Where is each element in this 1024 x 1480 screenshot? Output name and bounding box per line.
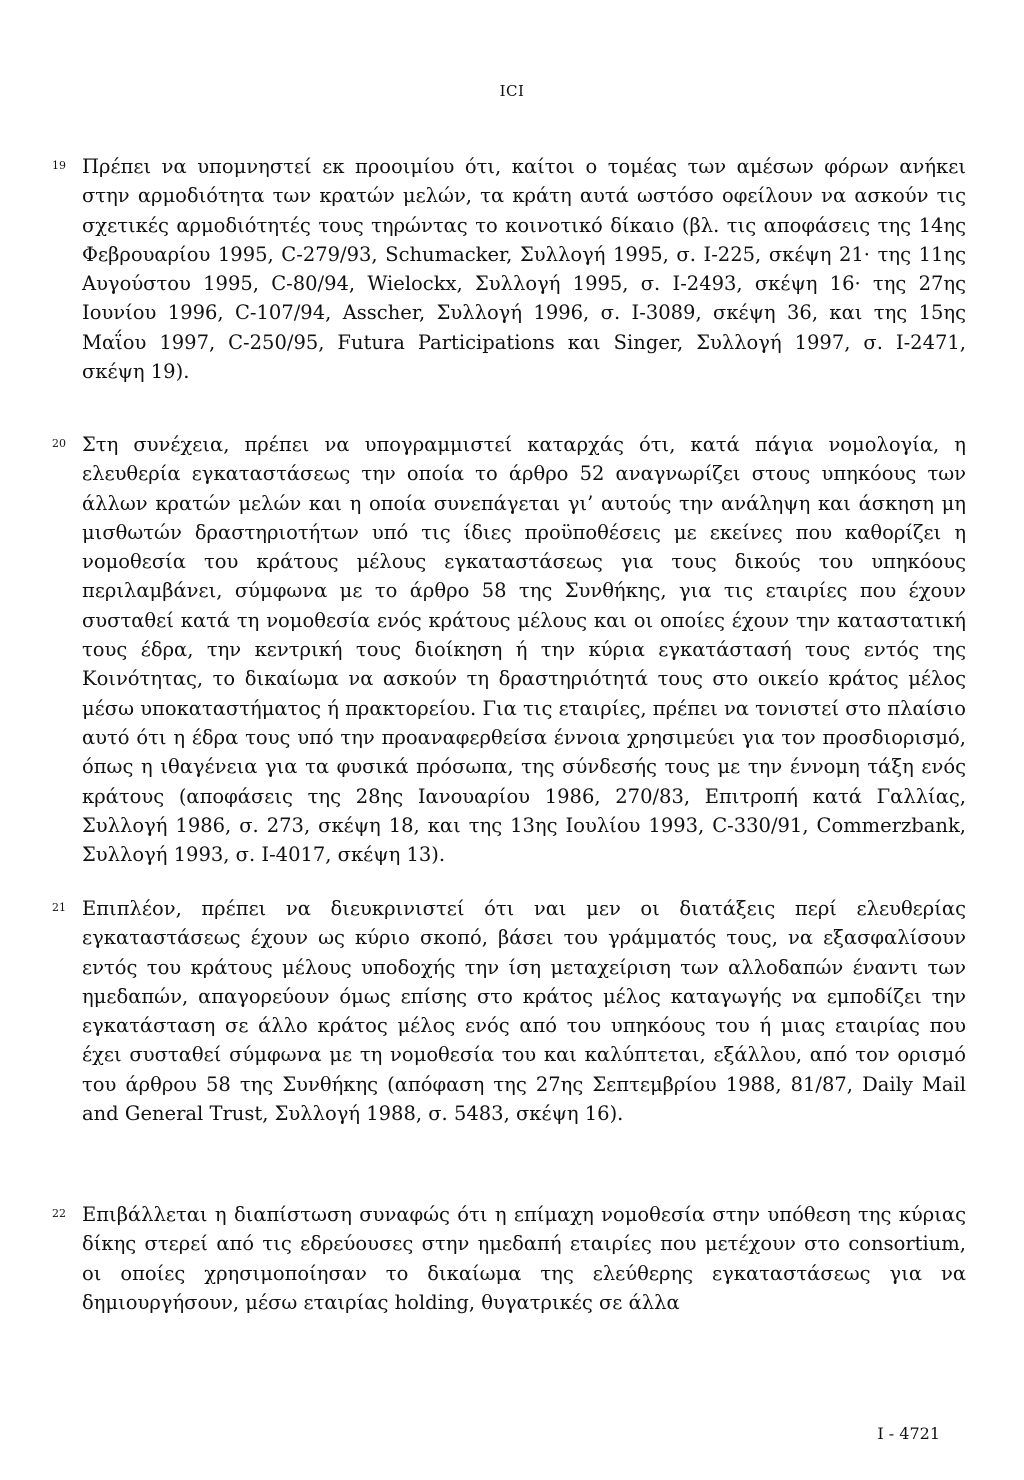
paragraph-text: Πρέπει να υπομνηστεί εκ προοιμίου ότι, καίτοι ο τομέας των αμέσων φόρων ανήκει στην αρμοδιότητα των κρατών μελών, τα κράτη αυτά ωστόσο οφείλουν να ασκούν τις σχετικές αρμοδιότητές τους τηρώντας το κοινοτικό δίκαιο (βλ. τις αποφάσεις της 14ης Φεβρουαρίου 1995, C-279/93, Schumacker, Συλλογή 1995, σ. I-225, σκέψη 21· της 11ης Αυγούστου 1995, C-80/94, Wielockx, Συλλογή 1995, σ. I-2493, σκέψη 16· της 27ης Ιουνίου 1996, C-107/94, Asscher, Συλλογή 1996, σ. I-3089, σκέψη 36, και της 15ης Μαΐου 1997, C-250/95, Futura Participations και Singer, Συλλογή 1997, σ. I-2471, σκέψη 19). (82, 155, 966, 384)
paragraph-number: 22 (52, 1207, 66, 1220)
paragraph-text: Επιβάλλεται η διαπίστωση συναφώς ότι η επίμαχη νομοθεσία στην υπόθεση της κύριας δίκης στερεί από τις εδρεύουσες στην ημεδαπή εταιρίες που μετέχουν στο consortium, οι οποίες χρησιμοποίησαν το δικαίωμα της ελεύθερης εγκαταστάσεως για να δημιουργήσουν, μέσω εταιρίας holding, θυγατρικές σε άλλα (82, 1203, 966, 1314)
paragraph-text: Στη συνέχεια, πρέπει να υπογραμμιστεί καταρχάς ότι, κατά πάγια νομολογία, η ελευθερία εγκαταστάσεως την οποία το άρθρο 52 αναγνωρίζει στους υπηκόους των άλλων κρατών μελών και η οποία συνεπάγεται γι’ αυτούς την ανάληψη και άσκηση μη μισθωτών δραστηριοτήτων υπό τις ίδιες προϋποθέσεις με εκείνες που καθορίζει η νομοθεσία του κράτους μέλους εγκαταστάσεως για τους δικούς του υπηκόους περιλαμβάνει, σύμφωνα με το άρθρο 58 της Συνθήκης, για τις εταιρίες που έχουν συσταθεί κατά τη νομοθεσία ενός κράτους μέλους και οι οποίες έχουν την καταστατική τους έδρα, την κεντρική τους διοίκηση ή την κύρια εγκατάστασή τους εντός της Κοινότητας, το δικαίωμα να ασκούν τη δραστηριότητά τους στο οικείο κράτος μέλος μέσω υποκαταστήματος ή πρακτορείου. Για τις εταιρίες, πρέπει να τονιστεί στο πλαίσιο αυτό ότι η έδρα τους υπό την προαναφερθείσα έννοια χρησιμεύει για τον προσδιορισμό, όπως η ιθαγένεια για τα φυσικά πρόσωπα, της σύνδεσής τους με την έννομη τάξη ενός κράτους (αποφάσεις της 28ης Ιανουαρίου 1986, 270/83, Επιτροπή κατά Γαλλίας, Συλλογή 1986, σ. 273, σκέψη 18, και της 13ης Ιουλίου 1993, C-330/91, Commerzbank, Συλλογή 1993, σ. I-4017, σκέψη 13). (82, 433, 966, 867)
paragraph-number: 21 (52, 901, 66, 914)
page-number: I - 4721 (877, 1424, 940, 1443)
paragraph-number: 19 (52, 159, 66, 172)
paragraph-number: 20 (52, 437, 66, 450)
paragraph-text: Επιπλέον, πρέπει να διευκρινιστεί ότι ναι μεν οι διατάξεις περί ελευθερίας εγκαταστάσεως έχουν ως κύριο σκοπό, βάσει του γράμματός τους, να εξασφαλίσουν εντός του κράτους μέλους υποδοχής την ίση μεταχείριση των αλλοδαπών έναντι των ημεδαπών, απαγορεύουν όμως επίσης στο κράτος μέλος καταγωγής να εμποδίζει την εγκατάσταση σε άλλο κράτος μέλος ενός από του υπηκόους του ή μιας εταιρίας που έχει συσταθεί σύμφωνα με τη νομοθεσία του και καλύπτεται, εξάλλου, από τον ορισμό του άρθρου 58 της Συνθήκης (απόφαση της 27ης Σεπτεμβρίου 1988, 81/87, Daily Mail and General Trust, Συλλογή 1988, σ. 5483, σκέψη 16). (82, 897, 966, 1126)
page-header: ICI (499, 82, 525, 100)
